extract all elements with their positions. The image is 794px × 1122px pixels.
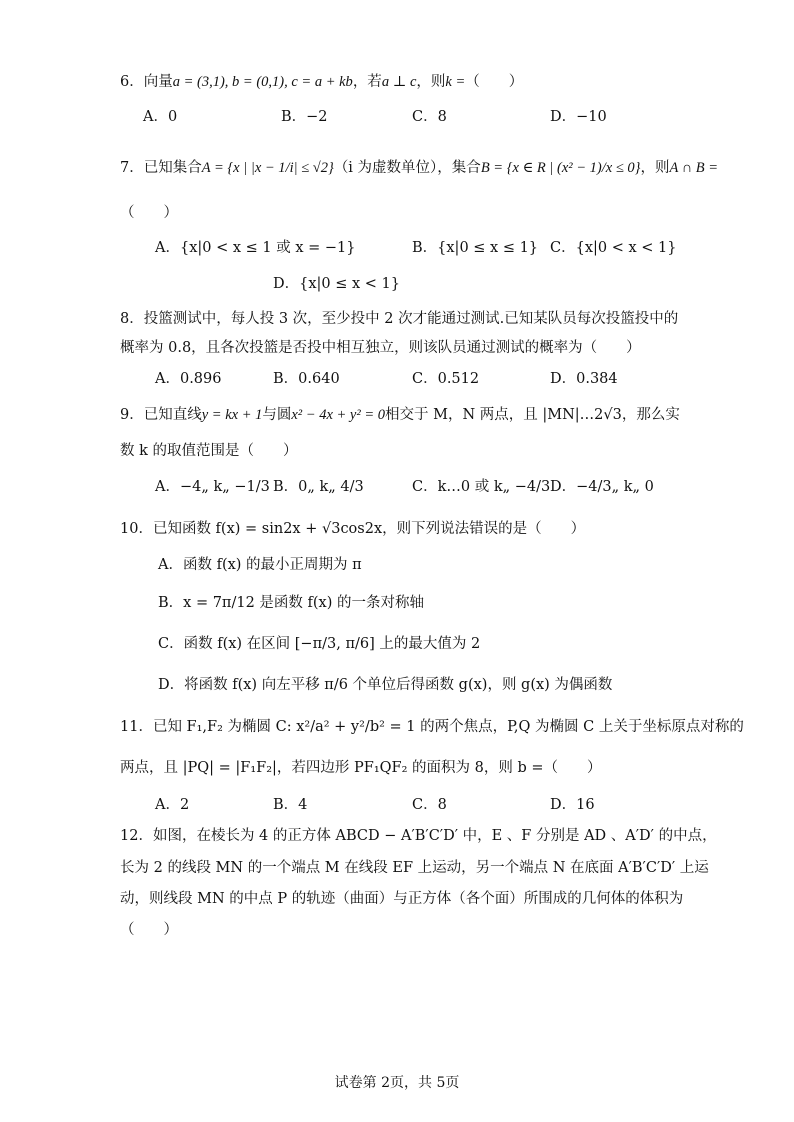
q8-stem-line2: 概率为 0.8，且各次投篮是否投中相互独立，则该队员通过测试的概率为（ ）: [120, 340, 641, 356]
q7-option-b: B．{x|0 ≤ x ≤ 1}: [412, 240, 539, 256]
q6-option-a: A．0: [143, 109, 178, 125]
q9-option-b: B．0„ k„ 4/3: [273, 479, 364, 495]
q7-option-d: D．{x|0 ≤ x < 1}: [273, 276, 401, 292]
page-footer: 试卷第 2页，共 5页: [334, 1075, 460, 1091]
q6-vectors: a = (3,1), b = (0,1), c = a + kb: [172, 74, 353, 90]
q6-option-d: D．−10: [550, 109, 607, 125]
q10-option-a: A．函数 f(x) 的最小正周期为 π: [158, 557, 362, 573]
q9-stem-line2: 数 k 的取值范围是（ ）: [120, 443, 298, 459]
q6-option-c: C．8: [412, 109, 447, 125]
q9-option-c: C．k…0 或 k„ −4/3: [412, 479, 551, 495]
q11-stem-line2: 两点，且 |PQ| = |F₁F₂|，若四边形 PF₁QF₂ 的面积为 8，则 b =（ ）: [120, 760, 602, 776]
q11-option-d: D．16: [550, 797, 595, 813]
q8-option-c: C．0.512: [412, 371, 480, 387]
q7-option-a: A．{x|0 < x ≤ 1 或 x = −1}: [155, 240, 356, 256]
q9-option-a: A．−4„ k„ −1/3: [155, 479, 270, 495]
q6-condition: a ⊥ c: [381, 74, 417, 90]
q11-option-a: A．2: [155, 797, 190, 813]
q7-stem: 7．已知集合A = {x | |x − 1/i| ≤ √2}（i 为虚数单位），集合B = {x ∈ R | (x² − 1)/x ≤ 0}，则A ∩ B =: [120, 160, 719, 176]
q9-line-equation: y = kx + 1: [201, 407, 263, 423]
q7-set-b: B = {x ∈ R | (x² − 1)/x ≤ 0}: [480, 160, 641, 176]
q8-option-b: B．0.640: [273, 371, 340, 387]
q9-circle-equation: x² − 4x + y² = 0: [291, 407, 385, 423]
q10-option-d: D．将函数 f(x) 向左平移 π/6 个单位后得函数 g(x)，则 g(x) 为偶函数: [158, 677, 613, 693]
q11-option-b: B．4: [273, 797, 308, 813]
q8-option-d: D．0.384: [550, 371, 618, 387]
q9-option-d: D．−4/3„ k„ 0: [550, 479, 654, 495]
q6-option-b: B．−2: [281, 109, 328, 125]
q12-stem-line3: 动，则线段 MN 的中点 P 的轨迹（曲面）与正方体（各个面）所围成的几何体的体积为: [120, 891, 684, 907]
q12-stem-line1: 12．如图，在棱长为 4 的正方体 ABCD − A′B′C′D′ 中，E 、F 分别是 AD 、A′D′ 的中点，: [120, 828, 717, 844]
q10-stem: 10．已知函数 f(x) = sin2x + √3cos2x，则下列说法错误的是（ ）: [120, 521, 586, 537]
q7-paren: （ ）: [120, 205, 178, 221]
q6-stem: 6．向量a = (3,1), b = (0,1), c = a + kb，若a ⊥ c，则k =（ ）: [120, 74, 524, 90]
q9-stem-line1: 9．已知直线y = kx + 1与圆x² − 4x + y² = 0相交于 M，N 两点，且 |MN|…2√3，那么实: [120, 407, 680, 423]
q7-set-a: A = {x | |x − 1/i| ≤ √2}: [201, 160, 334, 176]
q10-option-b: B．x = 7π/12 是函数 f(x) 的一条对称轴: [158, 595, 424, 611]
q10-option-c: C．函数 f(x) 在区间 [−π/3, π/6] 上的最大值为 2: [158, 636, 481, 652]
q12-paren: （ ）: [120, 922, 178, 938]
q11-option-c: C．8: [412, 797, 447, 813]
q8-stem-line1: 8．投篮测试中，每人投 3 次，至少投中 2 次才能通过测试.已知某队员每次投篮投中的: [120, 311, 679, 327]
q8-option-a: A．0.896: [155, 371, 222, 387]
q12-stem-line2: 长为 2 的线段 MN 的一个端点 M 在线段 EF 上运动，另一个端点 N 在底面 A′B′C′D′ 上运: [120, 860, 709, 876]
q11-stem-line1: 11．已知 F₁,F₂ 为椭圆 C: x²/a² + y²/b² = 1 的两个焦点，P,Q 为椭圆 C 上关于坐标原点对称的: [120, 719, 744, 735]
q7-option-c: C．{x|0 < x < 1}: [550, 240, 677, 256]
